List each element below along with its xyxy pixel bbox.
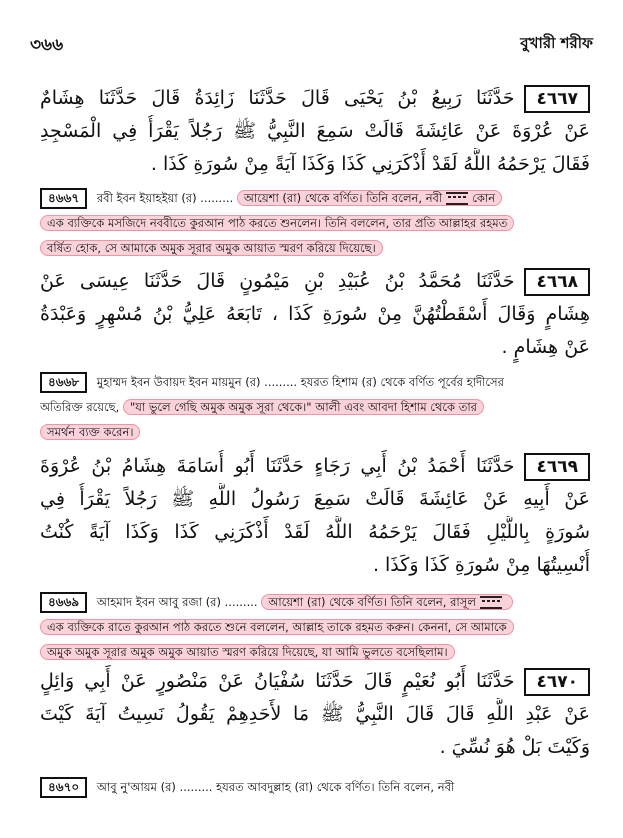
hadith-4668-arabic	[40, 265, 590, 364]
arabic-text-line: حَدَّثَنَا أَبُو نُعَيْمٍ قَالَ حَدَّثَنَا سُفْيَانُ عَنْ مَنْصُورٍ عَنْ أَبِي وَائِلٍ	[40, 670, 515, 692]
book-title: বুখারী শরীফ	[520, 34, 593, 52]
arabic-text-line: عَنْ هِشَامٍ .	[501, 336, 590, 358]
highlighted-text: "যা ভুলে গেছি অমুক অমুক সূরা থেকে।" আলী এবং আবদা হিশাম থেকে তার	[123, 399, 484, 415]
hadith-4669-bengali	[40, 590, 592, 665]
bengali-hadith-number: ৪৬৬৯	[40, 592, 87, 613]
highlighted-text: অমুক অমুক সূরার অমুক অমুক আয়াত স্মরণ করিয়ে দিয়েছে, যা আমি ভুলতে বসেছিলাম।	[40, 644, 455, 660]
arabic-text-line: وَكَيْتَ بَلْ هُوَ نُسِّيَ .	[439, 736, 590, 758]
arabic-hadith-number: ٤٦٦٧	[524, 85, 590, 113]
text-fragment: অতিরিক্ত রয়েছে,	[40, 400, 120, 414]
highlighted-text: বর্ষিত হোক, সে আমাকে অমুক সূরার অমুক আয়াত স্মরণ করিয়ে দিয়েছে।	[40, 240, 383, 256]
bengali-hadith-number: ৪৬৬৭	[40, 188, 87, 209]
arabic-text-line: حَدَّثَنَا مُحَمَّدُ بْنُ عُبَيْدِ بْنِ مَيْمُونٍ قَالَ حَدَّثَنَا عِيسَى عَنْ	[40, 270, 515, 292]
salawat-icon	[446, 192, 468, 205]
highlighted-text-content: আয়েশা (রা) থেকে বর্ণিত। তিনি বলেন, নবী	[243, 191, 443, 205]
arabic-text-line: حَدَّثَنَا رَبِيعُ بْنُ يَحْيَى قَالَ حَدَّثَنَا زَائِدَةُ قَالَ حَدَّثَنَا هِشَامٌ	[40, 87, 515, 109]
highlighted-text: এক ব্যক্তিকে মসজিদে নববীতে কুরআন পাঠ করতে শুনলেন। তিনি বললেন, তার প্রতি আল্লাহর রহমত	[40, 215, 514, 231]
hadith-4667-bengali	[40, 186, 592, 261]
arabic-text-line: حَدَّثَنَا أَحْمَدُ بْنُ أَبِي رَجَاءٍ حَدَّثَنَا أَبُو أُسَامَةَ هِشَامُ بْنُ عُرْوَةَ	[40, 455, 515, 477]
arabic-text-line: أُنْسِيتُهَا مِنْ سُورَةِ كَذَا وَكَذَا .	[372, 554, 590, 576]
bengali-hadith-number: ৪৬৭০	[40, 777, 87, 798]
hadith-4670-bengali	[40, 775, 592, 800]
arabic-text-line: سُورَةٍ بِاللَّيْلِ فَقَالَ يَرْحَمُهُ اللَّهُ لَقَدْ أَذْكَرَنِي كَذَا وَكَذَا آيَةً كُنْتُ	[40, 521, 590, 543]
narrator-chain: আবু নু'আয়ম (র) ......... হযরত আবদুল্লাহ (রা) থেকে বর্ণিত। তিনি বলেন, নবী	[96, 780, 455, 794]
hadith-4669-arabic	[40, 450, 590, 582]
arabic-hadith-number: ٤٦٧٠	[524, 668, 590, 696]
hadith-4667-arabic	[40, 82, 590, 181]
page-number: ৩৬৬	[30, 35, 64, 55]
highlighted-text: এক ব্যক্তিকে রাতে কুরআন পাঠ করতে শুনে বললেন, আল্লাহ তাকে রহমত করুন। কেননা, সে আমাকে	[40, 619, 514, 635]
arabic-hadith-number: ٤٦٦٨	[524, 268, 590, 296]
hadith-4670-arabic	[40, 665, 590, 764]
narrator-chain: মুহাম্মদ ইবন উবায়দ ইবন মায়মুন (র) ......... হযরত হিশাম (র) থেকে বর্ণিত পূর্বের হাদীসের	[96, 375, 504, 389]
text-fragment: কোন	[472, 191, 496, 205]
arabic-text-line: عَنْ أَبِيهِ عَنْ عَائِشَةَ قَالَتْ سَمِعَ رَسُولُ اللَّهِ ﷺ رَجُلاً يَقْرَأُ فِي	[40, 488, 590, 510]
page-header	[30, 32, 593, 54]
salawat-icon	[480, 596, 502, 609]
highlighted-text-content: আয়েশা (রা) থেকে বর্ণিত। তিনি বলেন, রাসূল	[268, 595, 476, 609]
narrator-chain: আহমাদ ইবন আবু রজা (র) .........	[96, 595, 258, 609]
highlighted-text	[237, 190, 502, 206]
arabic-text-line: هِشَامٍ وَقَالَ أَسْقَطْتُهُنَّ مِنْ سُورَةِ كَذَا ، تَابَعَهُ عَلِيُّ بْنُ مُسْهِرٍ وَعَبْدَةُ	[40, 303, 590, 325]
arabic-text-line: عَنْ عُرْوَةَ عَنْ عَائِشَةَ قَالَتْ سَمِعَ النَّبِيُّ ﷺ رَجُلاً يَقْرَأُ فِي الْمَسْجِدِ	[40, 120, 590, 142]
highlighted-text	[261, 594, 513, 610]
bengali-hadith-number: ৪৬৬৮	[40, 372, 87, 393]
hadith-4668-bengali	[40, 370, 592, 445]
arabic-hadith-number: ٤٦٦٩	[524, 453, 590, 481]
highlighted-text: সমর্থন ব্যক্ত করেন।	[40, 424, 140, 440]
narrator-chain: রবী ইবন ইয়াহইয়া (র) .........	[96, 191, 234, 205]
arabic-text-line: عَنْ عَبْدِ اللَّهِ قَالَ قَالَ النَّبِيُّ ﷺ مَا لأَحَدِهِمْ يَقُولُ نَسِيتُ آيَةَ كَيْتَ	[40, 703, 590, 725]
arabic-text-line: فَقَالَ يَرْحَمُهُ اللَّهُ لَقَدْ أَذْكَرَنِي كَذَا وَكَذَا آيَةً مِنْ سُورَةِ كَذَا .	[150, 153, 590, 175]
